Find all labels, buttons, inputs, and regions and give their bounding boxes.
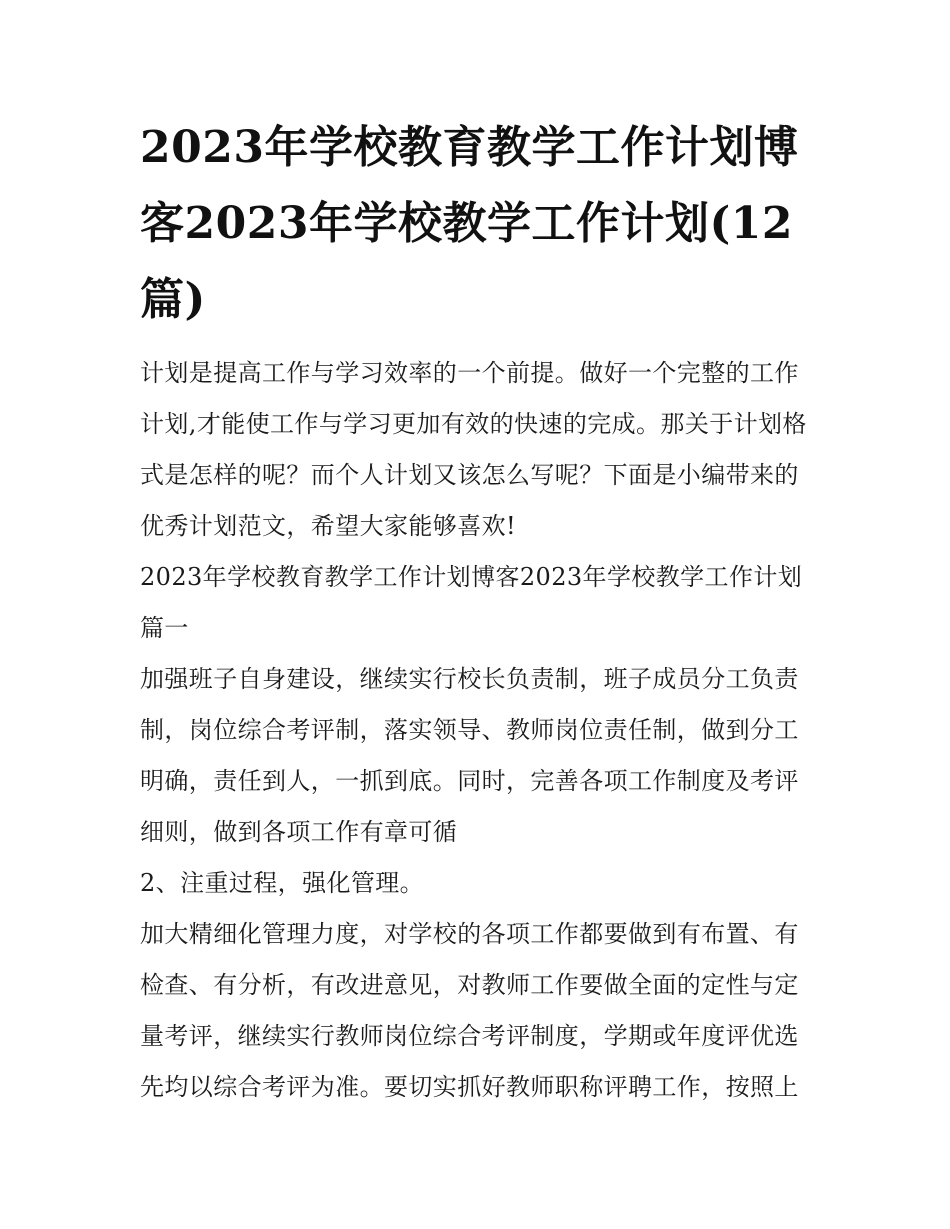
document-title: 2023年学校教育教学工作计划博客2023年学校教学工作计划(12篇) bbox=[140, 122, 799, 325]
section-heading: 2023年学校教育教学工作计划博客2023年学校教学工作计划篇一 bbox=[140, 563, 803, 642]
body-paragraph: 加强班子自身建设，继续实行校长负责制，班子成员分工负责制，岗位综合考评制，落实领导、教师岗位责任制，做到分工明确，责任到人，一抓到底。同时，完善各项工作制度及考评细则，做到各项工作有章可循 bbox=[140, 665, 799, 846]
body-paragraph: 加大精细化管理力度，对学校的各项工作都要做到有布置、有检查、有分析，有改进意见，对教师工作要做全面的定性与定量考评，继续实行教师岗位综合考评制度，学期或年度评优选先均以综合考评为准。要切实抓好教师职称评聘工作，按照上 bbox=[140, 920, 799, 1101]
intro-paragraph: 计划是提高工作与学习效率的一个前提。做好一个完整的工作计划,才能使工作与学习更加有效的快速的完成。那关于计划格式是怎样的呢？而个人计划又该怎么写呢？下面是小编带来的优秀计划范文，希望大家能够喜欢! bbox=[140, 359, 807, 540]
document-page bbox=[140, 110, 820, 1113]
document-body bbox=[140, 348, 820, 1113]
subsection-heading: 2、注重过程，强化管理。 bbox=[140, 869, 425, 897]
